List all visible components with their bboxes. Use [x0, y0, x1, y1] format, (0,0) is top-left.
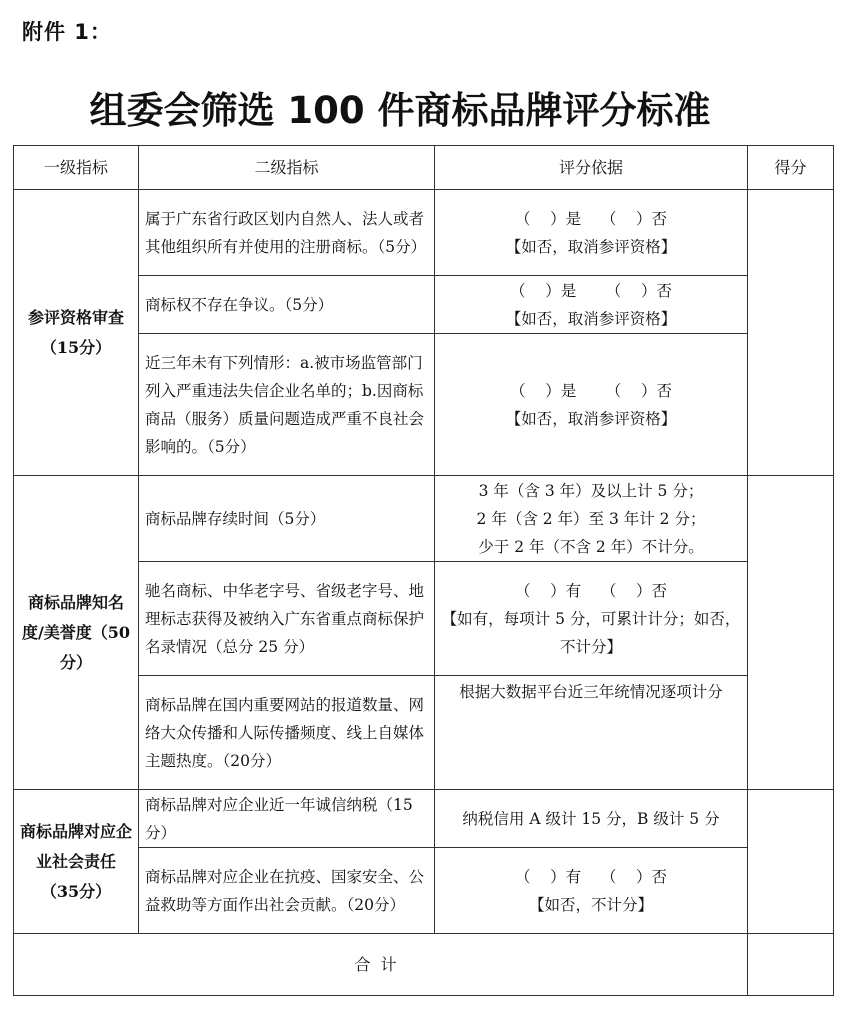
secondary-indicator: 商标品牌存续时间（5分）: [139, 476, 435, 562]
header-secondary: 二级指标: [139, 146, 435, 190]
basis-line: 【如否，取消参评资格】: [505, 237, 677, 256]
secondary-indicator: 商标权不存在争议。（5分）: [139, 276, 435, 334]
total-label: 合计: [14, 934, 748, 996]
header-basis: 评分依据: [435, 146, 748, 190]
primary-indicator: 参评资格审查（15分）: [14, 190, 139, 476]
basis-line: （ ）有 （ ）否: [514, 581, 668, 600]
basis-line: （ ）是 （ ）否: [514, 209, 668, 228]
basis-line: 【如否，取消参评资格】: [505, 409, 677, 428]
score-cell[interactable]: [748, 190, 834, 476]
secondary-indicator: 驰名商标、中华老字号、省级老字号、地理标志获得及被纳入广东省重点商标保护名录情况（总分 25 分）: [139, 562, 435, 676]
total-row: [14, 934, 834, 996]
score-cell[interactable]: [748, 476, 834, 790]
secondary-indicator: 商标品牌在国内重要网站的报道数量、网络大众传播和人际传播频度、线上自媒体主题热度。（20分）: [139, 676, 435, 790]
secondary-indicator: 商标品牌对应企业近一年诚信纳税（15分）: [139, 790, 435, 848]
table-row: [14, 190, 834, 276]
basis-line: （ ）是 （ ）否: [510, 281, 672, 300]
table-row: [14, 476, 834, 562]
basis-line: 纳税信用 A 级计 15 分，B 级计 5 分: [462, 809, 720, 828]
primary-indicator: 商标品牌知名度/美誉度（50分）: [14, 476, 139, 790]
basis-line: 【如否，不计分】: [528, 895, 653, 914]
basis-line: （ ）是 （ ）否: [510, 381, 672, 400]
basis-line: 少于 2 年（不含 2 年）不计分。: [478, 537, 704, 556]
total-score-cell[interactable]: [748, 934, 834, 996]
secondary-indicator: 属于广东省行政区划内自然人、法人或者其他组织所有并使用的注册商标。（5分）: [139, 190, 435, 276]
document-title: 组委会筛选 100 件商标品牌评分标准: [89, 89, 711, 132]
scoring-basis: [435, 562, 748, 676]
basis-line: 3 年（含 3 年）及以上计 5 分；: [478, 481, 704, 500]
basis-line: 【如有，每项计 5 分，可累计计分；如否，不计分】: [441, 609, 741, 656]
basis-line: （ ）有 （ ）否: [514, 867, 668, 886]
score-cell[interactable]: [748, 790, 834, 934]
secondary-indicator: 商标品牌对应企业在抗疫、国家安全、公益救助等方面作出社会贡献。（20分）: [139, 848, 435, 934]
header-primary: 一级指标: [14, 146, 139, 190]
basis-line: 2 年（含 2 年）至 3 年计 2 分；: [476, 509, 706, 528]
scoring-basis: [435, 476, 748, 562]
scoring-basis: [435, 276, 748, 334]
scoring-basis: [435, 676, 748, 790]
basis-line: 【如否，取消参评资格】: [505, 309, 677, 328]
attachment-label: 附件 1：: [22, 20, 112, 44]
scoring-basis: [435, 334, 748, 476]
scoring-basis: [435, 848, 748, 934]
basis-line: 根据大数据平台近三年统情况逐项计分: [459, 683, 723, 701]
scoring-table: [13, 145, 834, 996]
primary-indicator: 商标品牌对应企业社会责任（35分）: [14, 790, 139, 934]
header-row: [14, 146, 834, 190]
header-score: 得分: [748, 146, 834, 190]
scoring-basis: [435, 790, 748, 848]
scoring-basis: [435, 190, 748, 276]
secondary-indicator: 近三年未有下列情形：a.被市场监管部门列入严重违法失信企业名单的；b.因商标商品（服务）质量问题造成严重不良社会影响的。（5分）: [139, 334, 435, 476]
table-row: [14, 790, 834, 848]
